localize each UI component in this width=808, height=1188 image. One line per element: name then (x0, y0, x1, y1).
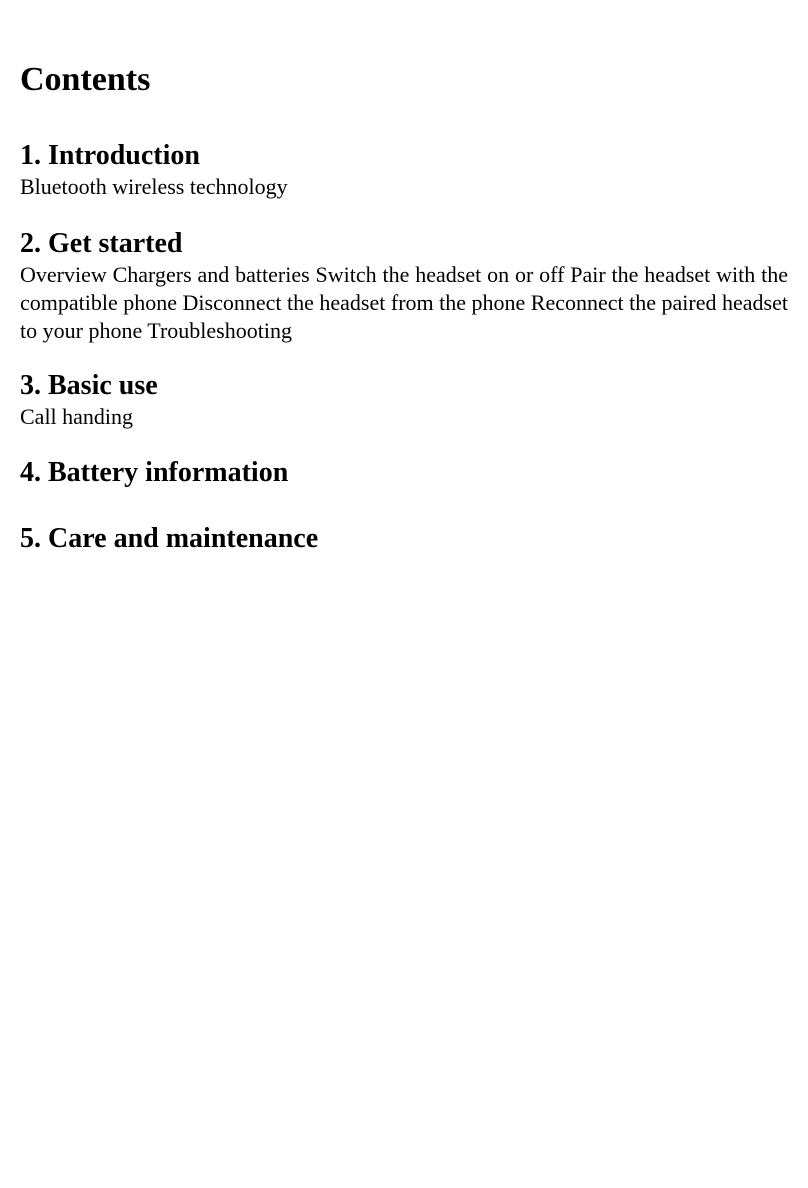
toc-section-basic-use (20, 369, 788, 431)
toc-entries: Call handing (20, 404, 134, 429)
toc-heading: 5. Care and maintenance (20, 523, 319, 554)
toc-entries: Overview Chargers and batteries Switch the headset on or off Pair the headset with the compatible phone Disconnect the headset from the phone Reconnect the paired headset to your phone Troubleshooting (20, 262, 788, 343)
toc-section-introduction (20, 139, 788, 201)
toc-heading: 3. Basic use (20, 370, 158, 401)
contents-title: Contents (20, 61, 151, 98)
toc-entries: Bluetooth wireless technology (20, 174, 288, 199)
toc-heading: 4. Battery information (20, 457, 289, 488)
toc-section-battery-information (20, 456, 788, 490)
toc-heading: 2. Get started (20, 228, 183, 259)
toc-section-get-started (20, 227, 788, 345)
toc-section-care-and-maintenance (20, 522, 788, 556)
toc-heading: 1. Introduction (20, 140, 200, 171)
